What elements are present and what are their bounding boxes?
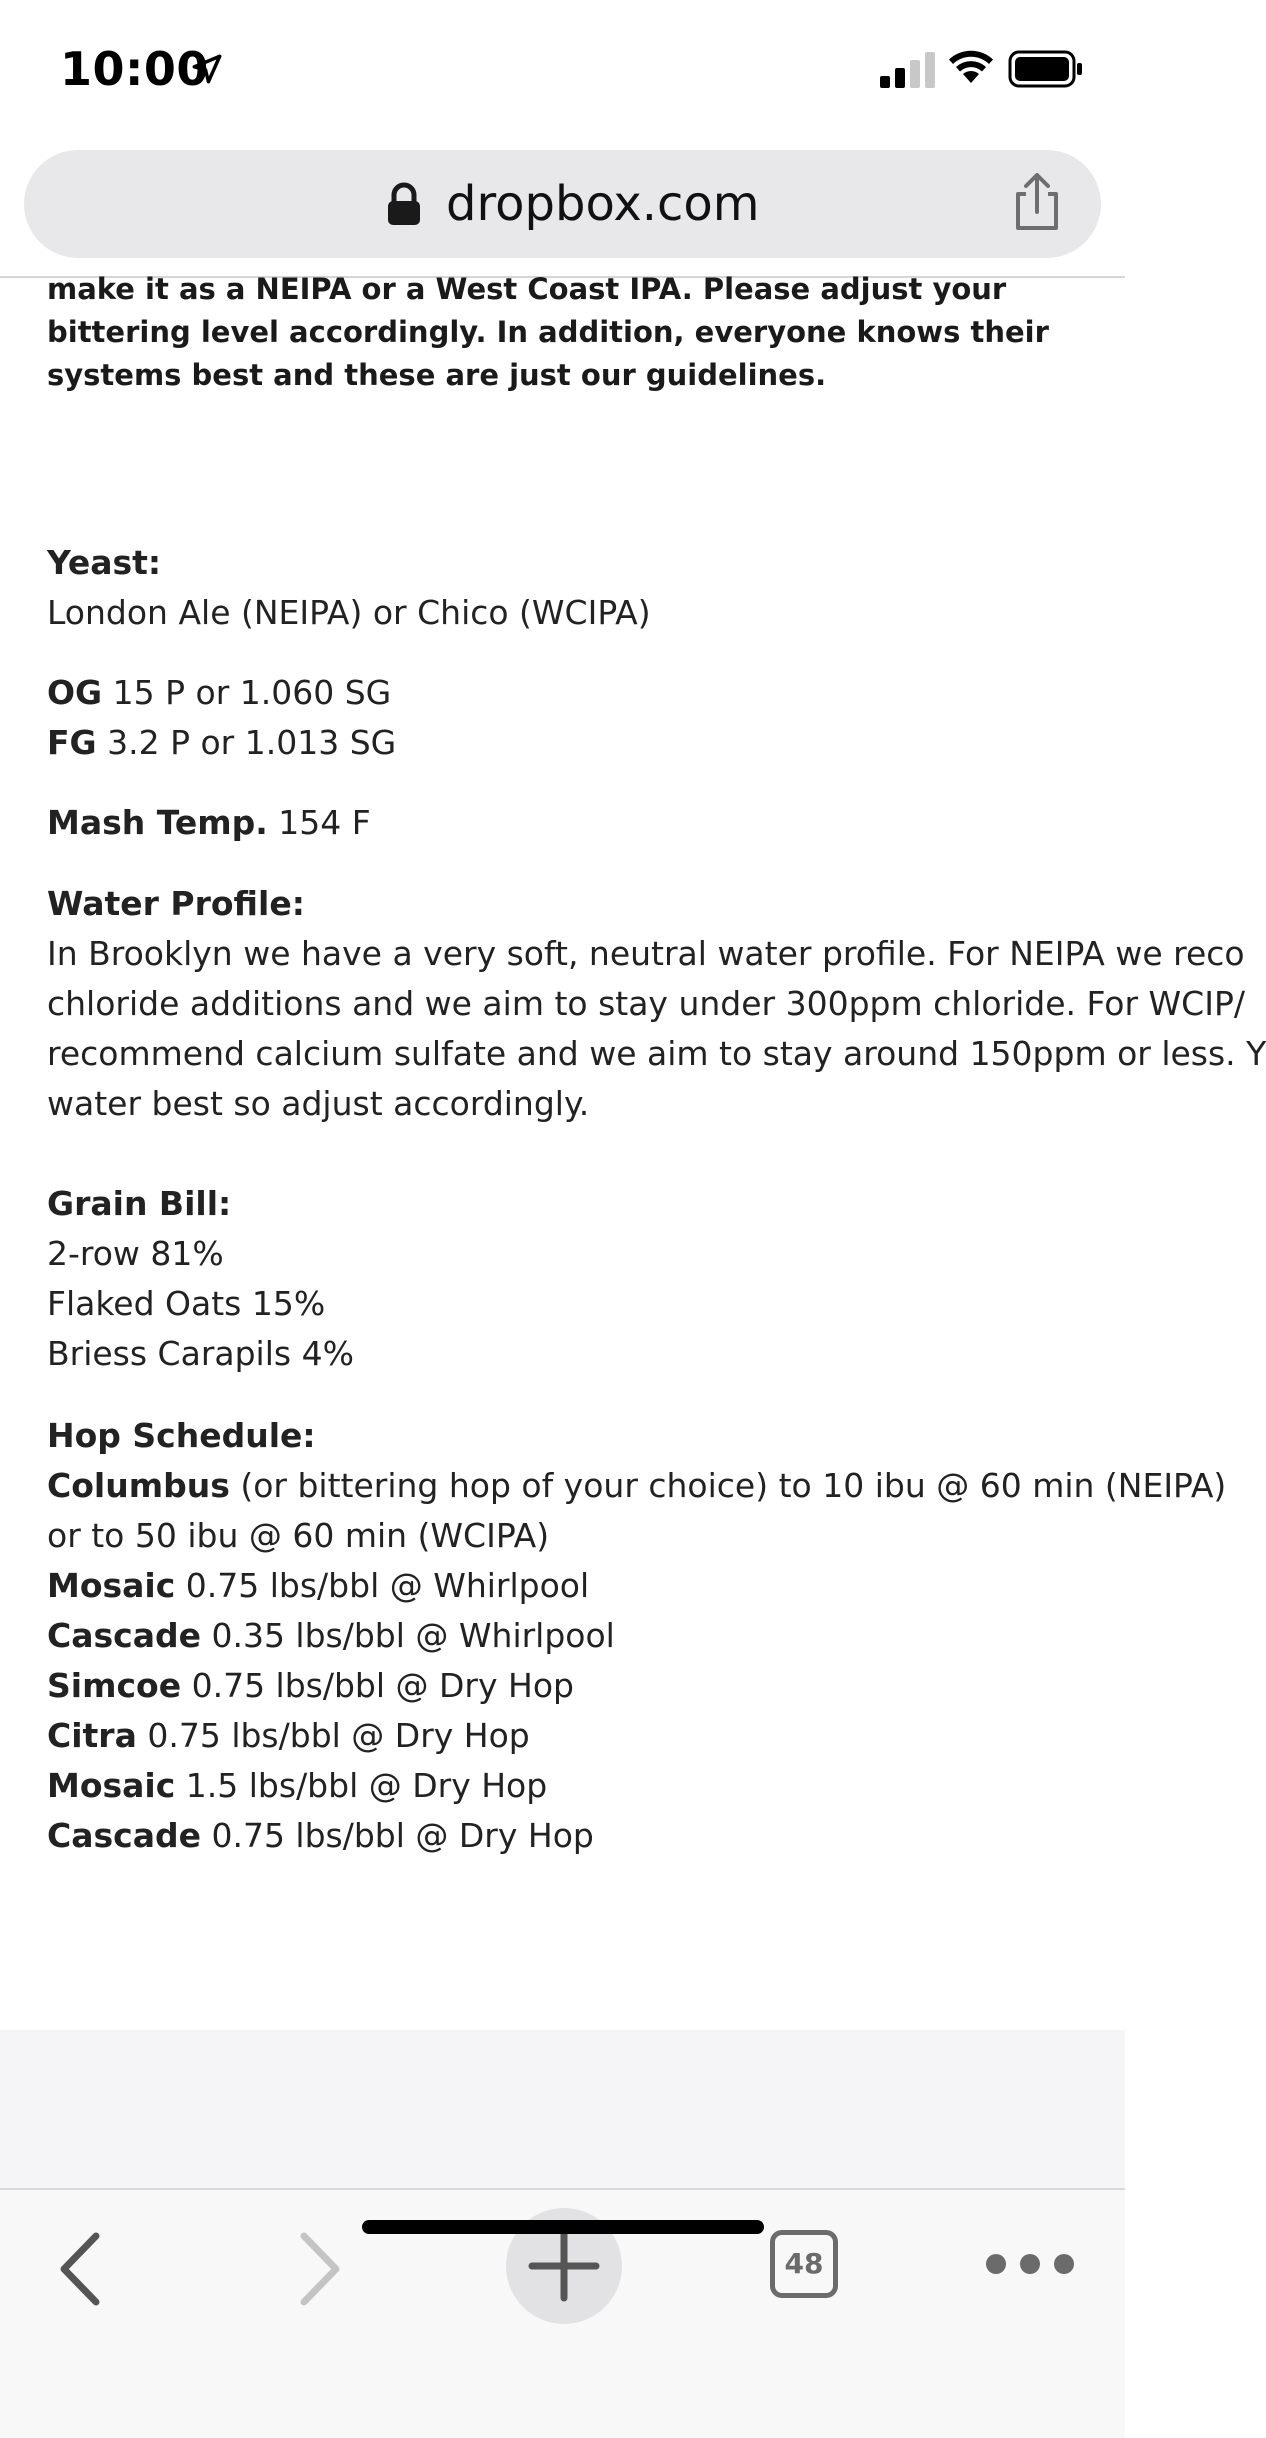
forward-chevron-icon[interactable] [290,2224,350,2314]
intro-paragraph [47,268,1049,397]
home-indicator[interactable] [362,2220,764,2234]
water-label: Water Profile: [47,884,305,923]
grain-item: Flaked Oats 15% [47,1284,326,1323]
intro-line: systems best and these are just our guidelines. [47,358,827,392]
document-footer-area [0,2030,1125,2190]
back-chevron-icon[interactable] [50,2224,110,2314]
status-bar [0,0,1125,140]
intro-line: bittering level accordingly. In addition, everyone knows their [47,315,1049,349]
grain-label: Grain Bill: [47,1184,232,1223]
wifi-icon [948,50,994,86]
hop-name: Cascade [47,1616,201,1655]
hop-detail: 0.35 lbs/bbl @ Whirlpool [200,1616,615,1655]
hop-name: Mosaic [47,1766,176,1805]
gravity-section [47,668,396,768]
hop-detail: 0.75 lbs/bbl @ Whirlpool [175,1566,590,1605]
hop-label: Hop Schedule: [47,1416,316,1455]
water-line: chloride additions and we aim to stay under 300ppm chloride. For WCIP/ [47,984,1245,1023]
hop-detail: (or bittering hop of your choice) to 10 ibu @ 60 min (NEIPA) [229,1466,1227,1505]
mash-section [47,798,371,848]
hop-name: Simcoe [47,1666,182,1705]
intro-line: make it as a NEIPA or a West Coast IPA. Please adjust your [47,272,1007,306]
water-line: water best so adjust accordingly. [47,1084,590,1123]
water-line: In Brooklyn we have a very soft, neutral water profile. For NEIPA we reco [47,934,1245,973]
grain-item: Briess Carapils 4% [47,1334,354,1373]
grain-item: 2-row 81% [47,1234,224,1273]
address-bar[interactable] [24,150,1101,258]
share-icon[interactable] [1006,172,1068,234]
hop-detail-cont: or to 50 ibu @ 60 min (WCIPA) [47,1516,550,1555]
tab-count: 48 [784,2247,824,2280]
mash-label: Mash Temp. [47,803,268,842]
yeast-value: London Ale (NEIPA) or Chico (WCIPA) [47,593,651,632]
mash-value: 154 F [267,803,371,842]
hop-name: Cascade [47,1816,201,1855]
tabs-button[interactable] [770,2230,838,2298]
battery-icon [1008,50,1084,88]
location-arrow-icon [190,52,224,86]
og-label: OG [47,673,103,712]
fg-label: FG [47,723,97,762]
more-icon[interactable] [980,2246,1080,2282]
hop-detail: 0.75 lbs/bbl @ Dry Hop [136,1716,530,1755]
hop-name: Citra [47,1716,137,1755]
water-section [47,879,1266,1129]
grain-section [47,1179,354,1379]
lock-icon [386,182,422,226]
status-time: 10:00 [60,42,209,96]
cellular-signal-icon [880,52,936,88]
fg-value: 3.2 P or 1.013 SG [96,723,397,762]
hop-detail: 0.75 lbs/bbl @ Dry Hop [200,1816,594,1855]
hop-name: Mosaic [47,1566,176,1605]
water-line: recommend calcium sulfate and we aim to stay around 150ppm or less. Y [47,1034,1266,1073]
yeast-label: Yeast: [47,543,162,582]
hop-section [47,1411,1226,1861]
hop-detail: 1.5 lbs/bbl @ Dry Hop [175,1766,548,1805]
og-value: 15 P or 1.060 SG [102,673,392,712]
address-url[interactable]: dropbox.com [446,176,760,232]
yeast-section [47,538,651,638]
hop-name: Columbus [47,1466,230,1505]
hop-detail: 0.75 lbs/bbl @ Dry Hop [181,1666,574,1705]
